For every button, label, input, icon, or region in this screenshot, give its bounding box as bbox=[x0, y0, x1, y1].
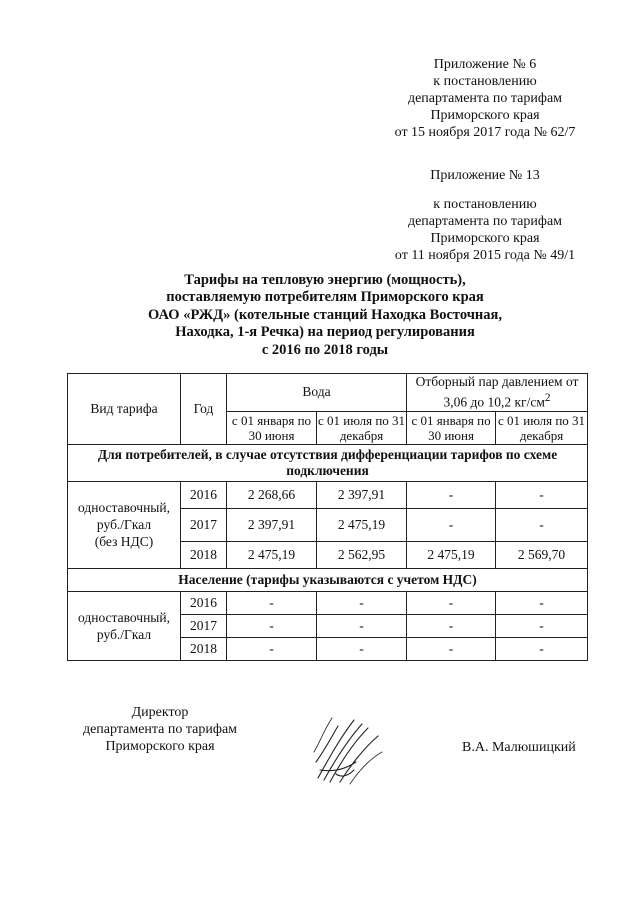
value-cell: - bbox=[407, 614, 496, 637]
title-line: Находка, 1-я Речка) на период регулирования bbox=[175, 324, 475, 341]
annex-13-header bbox=[375, 167, 595, 264]
annex-13-department: департамента по тарифам bbox=[407, 214, 563, 229]
year-cell: 2018 bbox=[181, 637, 227, 660]
category-line: руб./Гкал bbox=[96, 517, 152, 532]
header-steam-period-2: с 01 июля по 31 декабря bbox=[496, 411, 588, 444]
value-cell: - bbox=[317, 637, 407, 660]
year-cell: 2016 bbox=[181, 591, 227, 614]
value-cell: 2 475,19 bbox=[407, 541, 496, 568]
signatory-title bbox=[60, 704, 260, 755]
value-cell: - bbox=[407, 637, 496, 660]
value-cell: 2 475,19 bbox=[317, 508, 407, 541]
year-cell: 2017 bbox=[181, 508, 227, 541]
annex-13-to-resolution: к постановлению bbox=[433, 197, 537, 212]
year-cell: 2016 bbox=[181, 481, 227, 508]
handwritten-signature bbox=[310, 712, 390, 786]
value-cell: - bbox=[407, 508, 496, 541]
value-cell: 2 562,95 bbox=[317, 541, 407, 568]
value-cell: 2 569,70 bbox=[496, 541, 588, 568]
tariff-table bbox=[67, 373, 588, 661]
document-title bbox=[90, 272, 560, 359]
category-line: (без НДС) bbox=[94, 534, 154, 549]
value-cell: - bbox=[407, 591, 496, 614]
value-cell: - bbox=[317, 614, 407, 637]
section-title-population: Население (тарифы указываются с учетом НДС) bbox=[68, 568, 588, 591]
value-cell: - bbox=[496, 591, 588, 614]
header-water-period-2: с 01 июля по 31 декабря bbox=[317, 412, 406, 443]
value-cell: - bbox=[227, 614, 317, 637]
value-cell: - bbox=[317, 591, 407, 614]
signatory-department: департамента по тарифам bbox=[82, 722, 238, 737]
header-tariff-type: Вид тарифа bbox=[68, 374, 181, 445]
category-line: руб./Гкал bbox=[96, 626, 152, 642]
value-cell: - bbox=[227, 637, 317, 660]
year-cell: 2017 bbox=[181, 614, 227, 637]
value-cell: - bbox=[496, 481, 588, 508]
title-line: Тарифы на тепловую энергию (мощность), bbox=[184, 272, 466, 288]
category-line: одноставочный, bbox=[78, 500, 170, 515]
signatory-position: Директор bbox=[131, 705, 189, 720]
annex-6-region: Приморского края bbox=[430, 108, 540, 123]
year-cell: 2018 bbox=[181, 541, 227, 568]
category-line: одноставочный, bbox=[78, 609, 170, 625]
value-cell: 2 268,66 bbox=[227, 481, 317, 508]
annex-6-to-resolution: к постановлению bbox=[433, 74, 537, 89]
header-steam-text: Отборный пар давлением от 3,06 до 10,2 кг/см bbox=[415, 374, 579, 410]
value-cell: 2 397,91 bbox=[227, 508, 317, 541]
annex-6-header bbox=[375, 56, 595, 141]
header-steam-superscript: 2 bbox=[544, 392, 551, 404]
annex-13-number: Приложение № 13 bbox=[430, 168, 540, 183]
section1-category bbox=[68, 481, 181, 568]
annex-13-region: Приморского края bbox=[430, 231, 540, 246]
value-cell: 2 397,91 bbox=[317, 481, 407, 508]
signatory-name: В.А. Малюшицкий bbox=[462, 740, 576, 755]
annex-6-date: от 15 ноября 2017 года № 62/7 bbox=[394, 125, 576, 140]
title-line: поставляемую потребителям Приморского края bbox=[166, 289, 484, 306]
value-cell: - bbox=[407, 481, 496, 508]
value-cell: - bbox=[227, 591, 317, 614]
header-year: Год bbox=[181, 374, 227, 445]
header-steam bbox=[407, 374, 588, 412]
header-water: Вода bbox=[227, 374, 407, 412]
title-line: ОАО «РЖД» (котельные станций Находка Восточная, bbox=[148, 306, 502, 323]
annex-6-number: Приложение № 6 bbox=[433, 57, 537, 72]
header-water-period-1: с 01 января по 30 июня bbox=[227, 411, 317, 444]
annex-13-date: от 11 ноября 2015 года № 49/1 bbox=[394, 248, 576, 263]
value-cell: - bbox=[496, 637, 588, 660]
section2-category bbox=[68, 591, 181, 660]
section-title-no-differentiation: Для потребителей, в случае отсутствия дифференциации тарифов по схеме подключения bbox=[68, 444, 588, 481]
signatory-region: Приморского края bbox=[105, 739, 215, 754]
value-cell: - bbox=[496, 508, 588, 541]
title-line: с 2016 по 2018 годы bbox=[261, 341, 389, 358]
header-steam-period-1: с 01 января по 30 июня bbox=[407, 411, 496, 444]
value-cell: - bbox=[496, 614, 588, 637]
annex-6-department: департамента по тарифам bbox=[407, 91, 563, 106]
value-cell: 2 475,19 bbox=[227, 541, 317, 568]
